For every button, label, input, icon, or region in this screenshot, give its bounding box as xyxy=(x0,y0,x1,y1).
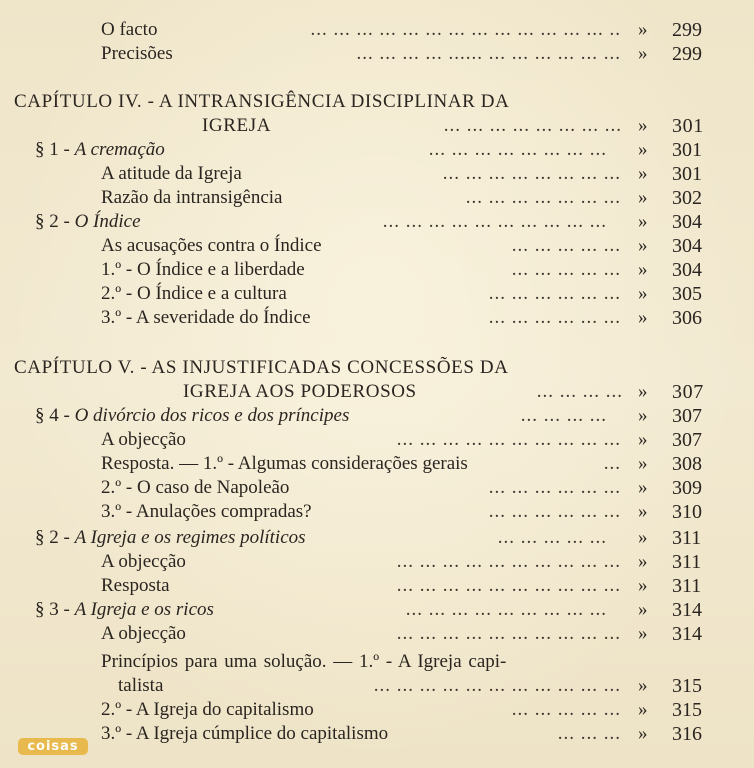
chapter-heading-continuation: IGREJA AOS PODEROSOS xyxy=(183,381,417,402)
page-number: 302 xyxy=(672,187,702,209)
page-marker: » xyxy=(638,453,648,474)
page-number: 310 xyxy=(672,501,702,523)
toc-entry xyxy=(101,452,741,476)
page-number: 307 xyxy=(672,381,704,403)
toc-entry xyxy=(101,234,741,258)
page-marker: » xyxy=(638,599,648,620)
page-number: 314 xyxy=(672,599,702,621)
toc-entry xyxy=(101,186,741,210)
page-marker: » xyxy=(638,115,649,136)
chapter-heading-continuation: IGREJA xyxy=(202,115,272,136)
dot-leader: ... ... ... ... ... ... ... ... ... ... xyxy=(396,623,621,644)
page-number: 311 xyxy=(672,551,702,573)
page-marker: » xyxy=(638,187,648,208)
page-marker: » xyxy=(638,283,648,304)
dot-leader: ... ... ... ... xyxy=(536,381,623,402)
dot-leader: ... ... ... ... ... ... xyxy=(488,307,621,328)
page-marker: » xyxy=(638,139,648,160)
page-number: 301 xyxy=(672,115,704,137)
page-marker: » xyxy=(638,381,649,402)
page-marker: » xyxy=(638,477,648,498)
page-number: 314 xyxy=(672,623,702,645)
page-marker: » xyxy=(638,307,648,328)
page-marker: » xyxy=(638,575,648,596)
chapter-heading: CAPÍTULO IV. - A INTRANSIGÊNCIA DISCIPLINAR DA xyxy=(14,91,510,112)
page-number: 304 xyxy=(672,235,702,257)
entry-title: 2.º - O Índice e a cultura xyxy=(101,283,287,304)
toc-entry xyxy=(101,550,741,574)
toc-entry xyxy=(101,574,741,598)
dot-leader: ... ... ... ... ... ... ...... ... ... ... ... xyxy=(356,43,621,64)
section-number: § 4 - xyxy=(35,405,75,426)
dot-leader: ... ... ... ... ... ... ... ... xyxy=(428,139,607,160)
entry-title: As acusações contra o Índice xyxy=(101,235,322,256)
toc-section xyxy=(35,598,745,622)
dot-leader: ... ... ... ... ... ... ... ... xyxy=(443,115,622,136)
page-marker: » xyxy=(638,259,648,280)
toc-entry xyxy=(101,650,741,674)
dot-leader: ... ... ... ... ... ... xyxy=(488,477,621,498)
toc-entry xyxy=(101,282,741,306)
entry-title: Princípios para uma solução. — 1.º - A Igreja capi- xyxy=(101,651,507,672)
entry-title: 3.º - Anulações compradas? xyxy=(101,501,312,522)
dot-leader: ... ... ... ... ... ... xyxy=(488,501,621,522)
page-number: 299 xyxy=(672,19,702,41)
dot-leader: ... ... ... ... ... ... ... ... ... ... xyxy=(382,211,607,232)
dot-leader: ... ... ... xyxy=(557,723,621,744)
toc-entry xyxy=(101,622,741,646)
toc-entry xyxy=(101,500,741,524)
toc-entry xyxy=(101,42,741,66)
page-marker: » xyxy=(638,19,648,40)
page-number: 311 xyxy=(672,527,702,549)
page-marker: » xyxy=(638,623,648,644)
toc-entry xyxy=(101,476,741,500)
section-title: A Igreja e os ricos xyxy=(74,599,214,620)
section-number: § 2 - xyxy=(35,527,75,548)
page-marker: » xyxy=(638,501,648,522)
entry-title: Resposta xyxy=(101,575,170,596)
toc-section xyxy=(35,404,745,428)
section-title: O divórcio dos ricos e dos príncipes xyxy=(74,405,350,426)
dot-leader: ... ... ... ... ... ... ... ... ... ... xyxy=(396,551,621,572)
page-marker: » xyxy=(638,429,648,450)
dot-leader: ... ... ... ... ... xyxy=(497,527,607,548)
page-marker: » xyxy=(638,723,648,744)
entry-title: O facto xyxy=(101,19,158,40)
page-number: 311 xyxy=(672,575,702,597)
toc-entry xyxy=(183,380,743,404)
watermark-logo: coisas xyxy=(18,738,88,755)
toc-entry xyxy=(101,722,741,746)
section-number: § 1 - xyxy=(35,139,75,160)
section-title: O Índice xyxy=(74,211,141,232)
toc-entry xyxy=(101,258,741,282)
entry-title: A objecção xyxy=(101,551,186,572)
toc-entry xyxy=(101,18,741,42)
entry-title: 3.º - A Igreja cúmplice do capitalismo xyxy=(101,723,389,744)
page-marker: » xyxy=(638,551,648,572)
dot-leader: ... ... ... ... ... ... ... xyxy=(465,187,621,208)
page-number: 305 xyxy=(672,283,702,305)
entry-title: A atitude da Igreja xyxy=(101,163,242,184)
page-marker: » xyxy=(638,405,648,426)
entry-title: Resposta. — 1.º - Algumas considerações gerais xyxy=(101,453,468,474)
section-number: § 2 - xyxy=(35,211,75,232)
page-marker: » xyxy=(638,43,648,64)
page-number: 301 xyxy=(672,163,702,185)
entry-title: Razão da intransigência xyxy=(101,187,283,208)
section-title: A Igreja e os regimes políticos xyxy=(74,527,306,548)
toc-entry xyxy=(101,698,741,722)
page-marker: » xyxy=(638,163,648,184)
dot-leader: ... ... ... ... ... ... ... ... xyxy=(442,163,621,184)
dot-leader: ... ... ... ... ... xyxy=(511,259,621,280)
page-number: 315 xyxy=(672,675,702,697)
dot-leader: ... xyxy=(603,453,621,474)
toc-section xyxy=(35,210,745,234)
toc-entry xyxy=(101,162,741,186)
dot-leader: ... ... ... ... ... ... xyxy=(488,283,621,304)
section-number: § 3 - xyxy=(35,599,75,620)
chapter-heading: CAPÍTULO V. - AS INJUSTIFICADAS CONCESSÕES DA xyxy=(14,357,509,378)
entry-title: 3.º - A severidade do Índice xyxy=(101,307,311,328)
page-number: 308 xyxy=(672,453,702,475)
section-title: A cremação xyxy=(74,139,165,160)
toc-entry xyxy=(118,674,741,698)
dot-leader: .. ... ... ... ... ... ... ... ... ... ... ... ... ... xyxy=(310,19,621,40)
page-marker: » xyxy=(638,699,648,720)
page-number: 304 xyxy=(672,259,702,281)
page-number: 315 xyxy=(672,699,702,721)
toc-entry xyxy=(101,306,741,330)
dot-leader: ... ... ... ... xyxy=(520,405,607,426)
page-number: 309 xyxy=(672,477,702,499)
page-number: 316 xyxy=(672,723,702,745)
entry-title: 1.º - O Índice e a liberdade xyxy=(101,259,305,280)
page-number: 307 xyxy=(672,429,702,451)
page-number: 306 xyxy=(672,307,702,329)
page-marker: » xyxy=(638,675,648,696)
entry-title: 2.º - O caso de Napoleão xyxy=(101,477,290,498)
page-number: 304 xyxy=(672,211,702,233)
dot-leader: ... ... ... ... ... ... ... ... ... ... xyxy=(396,429,621,450)
toc-entry xyxy=(101,428,741,452)
dot-leader: ... ... ... ... ... xyxy=(511,699,621,720)
entry-title: Precisões xyxy=(101,43,173,64)
entry-title: A objecção xyxy=(101,623,186,644)
page-number: 301 xyxy=(672,139,702,161)
entry-title: 2.º - A Igreja do capitalismo xyxy=(101,699,314,720)
page-marker: » xyxy=(638,235,648,256)
toc-section xyxy=(35,138,745,162)
toc-entry xyxy=(202,114,742,138)
entry-title: A objecção xyxy=(101,429,186,450)
page-number: 307 xyxy=(672,405,702,427)
page-number: 299 xyxy=(672,43,702,65)
page-marker: » xyxy=(638,527,648,548)
dot-leader: ... ... ... ... ... xyxy=(511,235,621,256)
dot-leader: ... ... ... ... ... ... ... ... ... ... ... xyxy=(373,675,621,696)
entry-title-continuation: talista xyxy=(118,675,164,696)
dot-leader: ... ... ... ... ... ... ... ... ... xyxy=(405,599,607,620)
toc-section xyxy=(35,526,745,550)
page-marker: » xyxy=(638,211,648,232)
dot-leader: ... ... ... ... ... ... ... ... ... ... xyxy=(396,575,621,596)
